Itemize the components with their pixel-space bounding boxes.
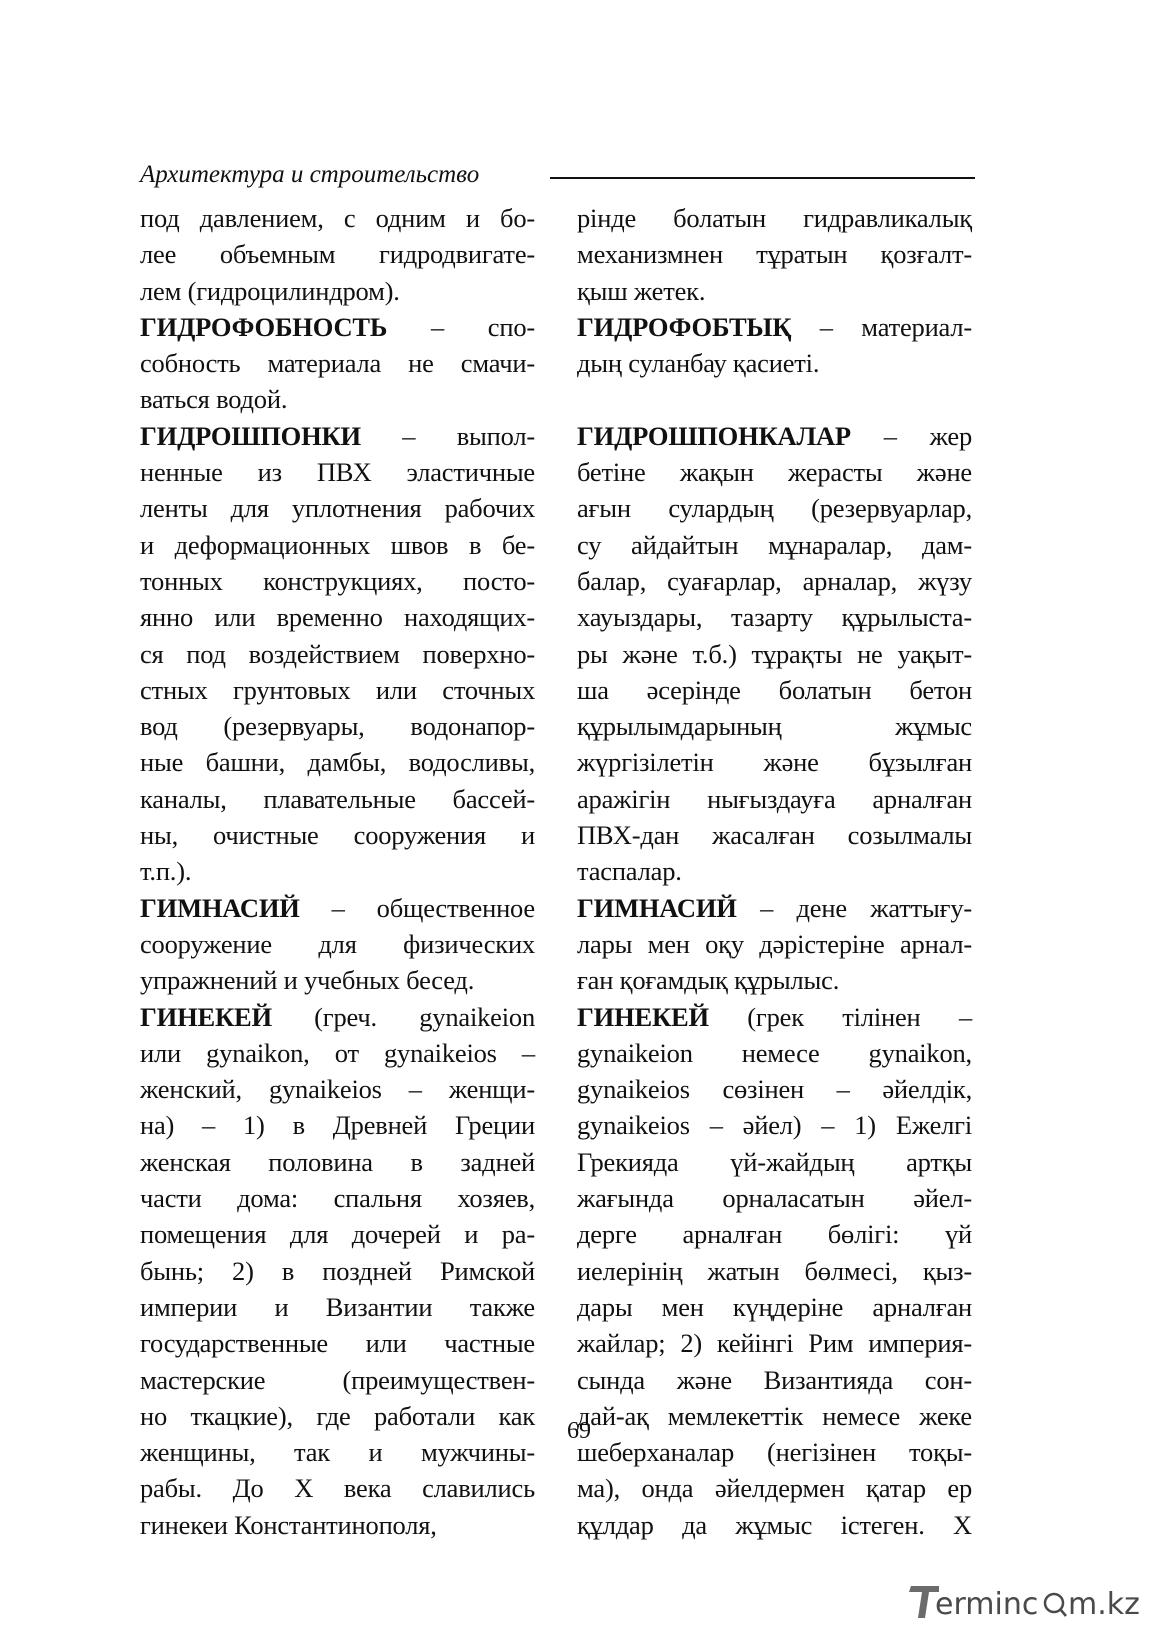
text-line: [577, 890, 972, 926]
text-line: ша әсерінде болатын бетон: [577, 674, 972, 705]
text-line: ся под воздействием поверхно-: [140, 638, 535, 669]
text-line: gynaikeios сөзінен – әйелдік,: [577, 1074, 972, 1105]
entry-term: ГИДРОФОБТЫҚ: [577, 311, 792, 342]
text-line: аражігін нығыздауға арналған: [577, 783, 972, 814]
termincom-logo-icon: [905, 1578, 1140, 1626]
text-line: собность материала не смачи-: [140, 348, 535, 379]
text-line: ленты для уплотнения рабочих: [140, 493, 535, 524]
text-line: т.п.).: [140, 856, 192, 887]
text-line: жайлар; 2) кейінгі Рим империя-: [577, 1328, 972, 1359]
text-line: и деформационных швов в бе-: [140, 529, 535, 560]
text-line: стных грунтовых или сточных: [140, 674, 535, 705]
text-line: сында және Византияда сон-: [577, 1364, 972, 1395]
entry-term: ГИДРОШПОНКАЛАР: [577, 420, 851, 451]
text-line: жүргізілетін және бұзылған: [577, 747, 972, 778]
text-line: тонных конструкциях, посто-: [140, 565, 535, 596]
entry-text: (греч. gynaikeion: [271, 1001, 535, 1032]
text-line: ған қоғамдық құрылыс.: [577, 965, 840, 996]
text-line: [577, 418, 972, 454]
text-line: дары мен күңдеріне арналған: [577, 1291, 972, 1322]
svg-text:erminc: erminc: [935, 1587, 1039, 1622]
text-line: хауыздары, тазарту құрылыста-: [577, 602, 972, 633]
text-line: балар, суағарлар, арналар, жүзу: [577, 565, 972, 596]
text-line: ные башни, дамбы, водосливы,: [140, 747, 535, 778]
text-line: құлдар да жұмыс істеген. X: [577, 1509, 972, 1540]
text-line: иелерінің жатын бөлмесі, қыз-: [577, 1255, 972, 1286]
text-line: бынь; 2) в поздней Римской: [140, 1255, 535, 1286]
text-line: [140, 890, 535, 926]
entry-text: – спо-: [387, 311, 535, 342]
text-line: лее объемным гидродвигате-: [140, 239, 535, 270]
text-line: шеберханалар (негізінен тоқы-: [577, 1437, 972, 1468]
text-line: упражнений и учебных бесед.: [140, 965, 475, 996]
entry-term: ГИДРОШПОНКИ: [140, 420, 361, 451]
text-line: лары мен оқу дәрістеріне арнал-: [577, 928, 972, 959]
text-line: ПВХ-дан жасалған созылмалы: [577, 820, 972, 851]
text-line: помещения для дочерей и ра-: [140, 1219, 535, 1250]
page-number: 69: [567, 1418, 591, 1444]
text-line: каналы, плавательные бассей-: [140, 783, 535, 814]
entry-term: ГИДРОФОБНОСТЬ: [140, 311, 388, 342]
text-line: на) – 1) в Древней Греции: [140, 1110, 535, 1141]
text-line: государственные или частные: [140, 1328, 535, 1359]
text-line: империи и Византии также: [140, 1291, 535, 1322]
text-line: женский, gynaikeios – женщи-: [140, 1074, 535, 1105]
text-line: но ткацкие), где работали как: [140, 1400, 535, 1431]
text-line: гинекеи Константинополя,: [140, 1509, 437, 1540]
text-line: механизмнен тұратын қозғалт-: [577, 239, 972, 270]
text-line: ағын сулардың (резервуарлар,: [577, 493, 972, 524]
text-line: женская половина в задней: [140, 1146, 535, 1177]
right-column-kazakh: [577, 200, 972, 1543]
text-line: gynaikeion немесе gynaikon,: [577, 1037, 972, 1068]
text-line: су айдайтын мұнаралар, дам-: [577, 529, 972, 560]
text-line: ваться водой.: [140, 384, 288, 415]
text-line: [577, 999, 972, 1035]
left-column-russian: [140, 200, 535, 1543]
text-line: ненные из ПВХ эластичные: [140, 457, 535, 488]
text-line: таспалар.: [577, 856, 682, 887]
entry-text: (грек тілінен –: [708, 1001, 972, 1032]
text-line: бетіне жақын жерасты және: [577, 457, 972, 488]
svg-text:m.kz: m.kz: [1068, 1587, 1140, 1622]
entry-term: ГИНЕКЕЙ: [577, 1001, 709, 1032]
text-line: или gynaikon, от gynaikeios –: [140, 1037, 535, 1068]
entry-text: – жер: [850, 420, 972, 451]
header-rule: [550, 177, 975, 179]
text-line: ма), онда әйелдермен қатар ер: [577, 1473, 972, 1504]
text-line: рінде болатын гидравликалық: [577, 203, 972, 233]
entry-text: – материал-: [791, 311, 972, 342]
text-line: части дома: спальня хозяев,: [140, 1183, 535, 1214]
text-line: лем (гидроцилиндром).: [140, 275, 400, 306]
text-line: gynaikeios – әйел) – 1) Ежелгі: [577, 1110, 972, 1141]
text-line: қыш жетек.: [577, 275, 706, 306]
text-line: дай-ақ мемлекеттік немесе жеке: [577, 1400, 972, 1431]
text-line: мастерские (преимуществен-: [140, 1364, 535, 1395]
text-line: [140, 309, 535, 345]
entry-text: – выпол-: [360, 420, 535, 451]
text-line: женщины, так и мужчины-: [140, 1437, 535, 1468]
text-line: под давлением, с одним и бо-: [140, 203, 535, 233]
blank-line: [577, 381, 972, 417]
text-line: дерге арналған бөлігі: үй: [577, 1219, 972, 1250]
text-line: вод (резервуары, водонапор-: [140, 711, 535, 742]
text-line: янно или временно находящих-: [140, 602, 535, 633]
text-line: жағында орналасатын әйел-: [577, 1183, 972, 1214]
text-line: құрылымдарының жұмыс: [577, 711, 972, 742]
text-line: рабы. До X века славились: [140, 1473, 535, 1504]
text-line: [140, 999, 535, 1035]
entry-term: ГИНЕКЕЙ: [140, 1001, 272, 1032]
termincom-watermark-logo: [905, 1578, 1140, 1626]
running-header-title: Архитектура и строительство: [140, 161, 480, 188]
text-line: [140, 418, 535, 454]
text-line: сооружение для физических: [140, 928, 535, 959]
text-line: [577, 309, 972, 345]
text-line: Грекияда үй-жайдың артқы: [577, 1146, 972, 1177]
entry-term: ГИМНАСИЙ: [577, 892, 737, 923]
text-line: дың суланбау қасиеті.: [577, 348, 820, 379]
entry-text: – дене жаттығу-: [736, 892, 972, 923]
entry-term: ГИМНАСИЙ: [140, 892, 300, 923]
running-header: [140, 160, 975, 200]
text-line: ры және т.б.) тұрақты не уақыт-: [577, 638, 972, 669]
entry-text: – общественное: [299, 892, 535, 923]
text-line: ны, очистные сооружения и: [140, 820, 535, 851]
